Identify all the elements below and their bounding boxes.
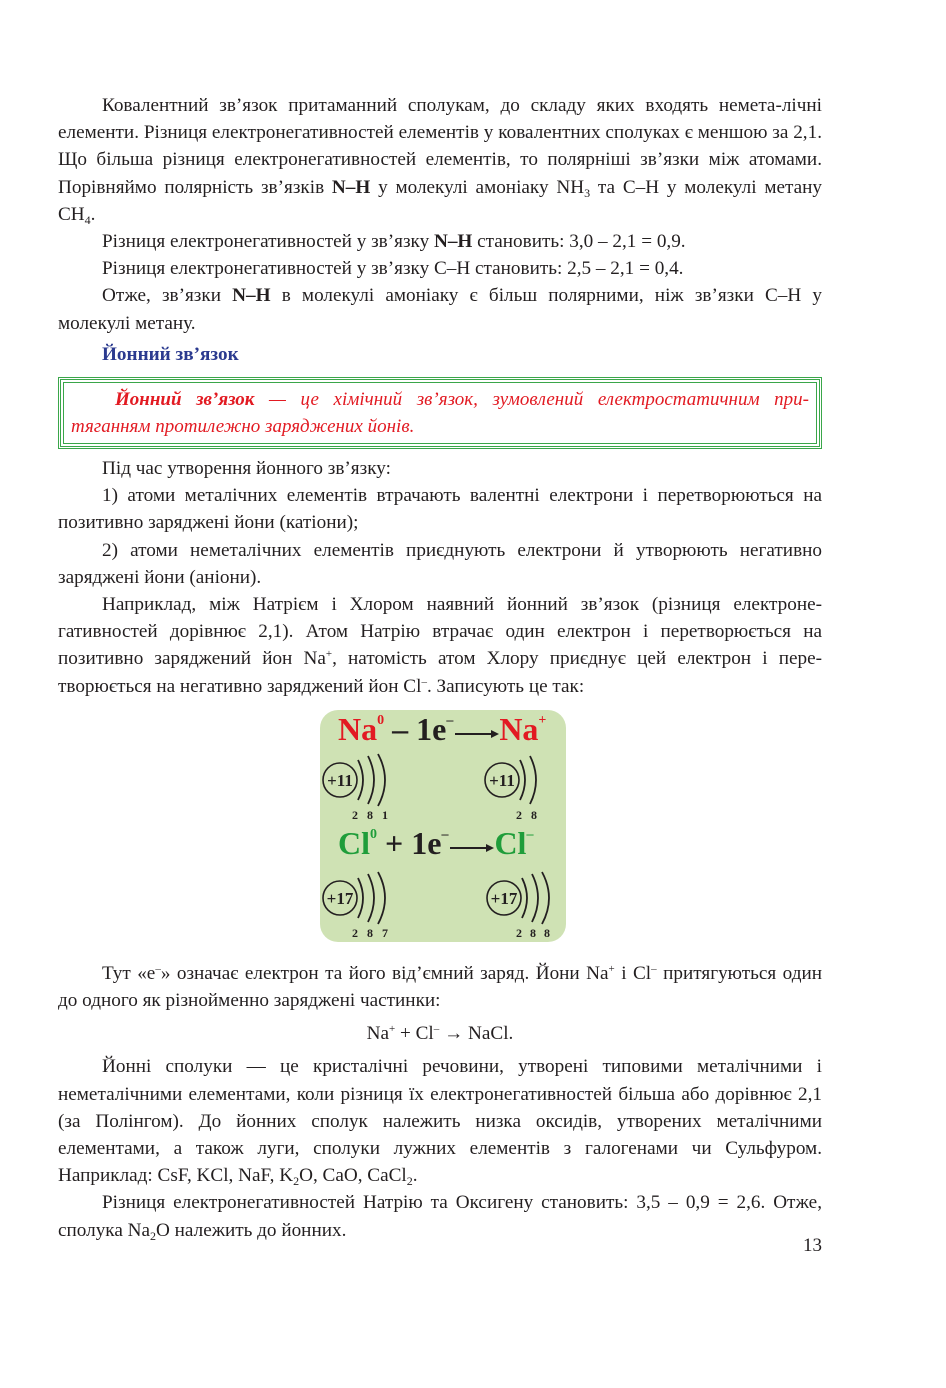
cl-atom-electron-config: 2 8 7 xyxy=(352,925,388,940)
na-ion-electron-config: 2 8 xyxy=(516,807,537,822)
paragraph-conclusion: Отже, зв’язки N–H в молекулі амоніаку є більш полярними, ніж зв’язки C–H у молекулі метану. xyxy=(58,285,823,334)
cl-ion-symbol: Cl xyxy=(494,824,527,861)
paragraph-formation-cations: 1) атоми металічних елементів втрачають валентні електрони і перетворюються на позитивно заряджені йони (катіони); xyxy=(58,485,822,534)
ionization-scheme xyxy=(320,710,566,942)
cl-ion-nucleus-charge: +17 xyxy=(490,888,518,908)
na-ion-symbol: Na xyxy=(499,710,539,747)
chlorine-equation: Cl$^0$ + 1e– Cl– xyxy=(338,824,534,861)
arrow-icon xyxy=(453,712,499,746)
paragraph-nh-difference: Різниця електронегативностей у зв’язку N–H становить: 3,0 – 2,1 = 0,9. xyxy=(102,231,686,253)
paragraph-formation-anions: 2) атоми неметалічних елементів приєднують електрони й утворюють негативно заряджені йони (аніони). xyxy=(58,539,822,588)
page-number: 13 xyxy=(803,1235,822,1256)
na-atom-symbol: Na xyxy=(338,710,378,747)
na-ion-nucleus-charge: +11 xyxy=(489,770,515,790)
electron-loss: – 1e xyxy=(392,710,447,747)
paragraph-covalent: Ковалентний зв’язок притаманний сполукам, до складу яких входять немета-лічні елементи. Різниця електронегативностей елементів у ковалентних сполуках є меншою за 2,1. Що більша різниця електронегативностей елементів, то полярніші зв’язки між атомами. Порівняймо полярність зв’язків N–H у молекулі амоніаку $NH_3$ та C–H у молекулі метану $CH_4$. xyxy=(58,95,822,227)
paragraph-formation-intro: Під час утворення йонного зв’язку: xyxy=(102,458,391,480)
section-heading: Йонний зв’язок xyxy=(102,343,239,365)
cl-atom-symbol: Cl xyxy=(338,824,370,861)
paragraph-na-cl-example: Наприклад, між Натрієм і Хлором наявний йонний зв’язок (різниця електроне-гативностей дорівнює 2,1). Атом Натрію втрачає один електрон і перетворюється на позитивно заряджений йон Na+, натомість атом Хлору приєднує цей електрон і пере-творюється на негативно заряджений йон Cl–. Записують це так: xyxy=(58,594,822,697)
electron-gain: + 1e xyxy=(385,824,442,861)
arrow-icon xyxy=(448,826,494,860)
na-atom-electron-config: 2 8 1 xyxy=(352,807,388,822)
definition-text: Йонний зв’язок — це хімічний зв’язок, зумовлений електростатичним при-тяганням протилежно заряджених йонів. xyxy=(71,389,809,438)
definition-box xyxy=(58,377,822,449)
equation-nacl: Na+ + Cl– → NaCl. xyxy=(366,1023,514,1045)
cl-atom-nucleus-charge: +17 xyxy=(326,888,354,908)
paragraph-electron-notation: Тут «e–» означає електрон та його від’ємний заряд. Йони Na+ і Cl– притягуються один до одного як різнойменно заряджені частинки: xyxy=(58,962,823,1012)
paragraph-na2o-example: Різниця електронегативностей Натрію та Оксигену становить: 3,5 – 0,9 = 2,6. Отже, сполука $Na_2O$ належить до йонних. xyxy=(58,1192,822,1243)
paragraph-ionic-compounds: Йонні сполуки — це кристалічні речовини, утворені типовими металічними і неметалічними елементами, коли різниця їх електронегативностей більша або дорівнює 2,1 (за Полінгом). До йонних сполук належить низка оксидів, утворених металічними елементами, а також луги, сполуки лужних елементів з галогенами чи Сульфуром. Наприклад: CsF, KCl, NaF, $K_2O$, CaO, CaCl$_2$. xyxy=(58,1056,822,1189)
paragraph-ch-difference: Різниця електронегативностей у зв’язку C–H становить: 2,5 – 2,1 = 0,4. xyxy=(102,258,684,280)
definition-term: Йонний зв’язок xyxy=(115,389,255,411)
ionization-scheme-wrapper xyxy=(58,710,822,948)
sodium-equation: Na$^0$ – 1e– Na+ xyxy=(338,710,547,747)
na-atom-nucleus-charge: +11 xyxy=(327,770,353,790)
cl-ion-electron-config: 2 8 8 xyxy=(516,925,550,940)
page-content xyxy=(58,92,822,1244)
